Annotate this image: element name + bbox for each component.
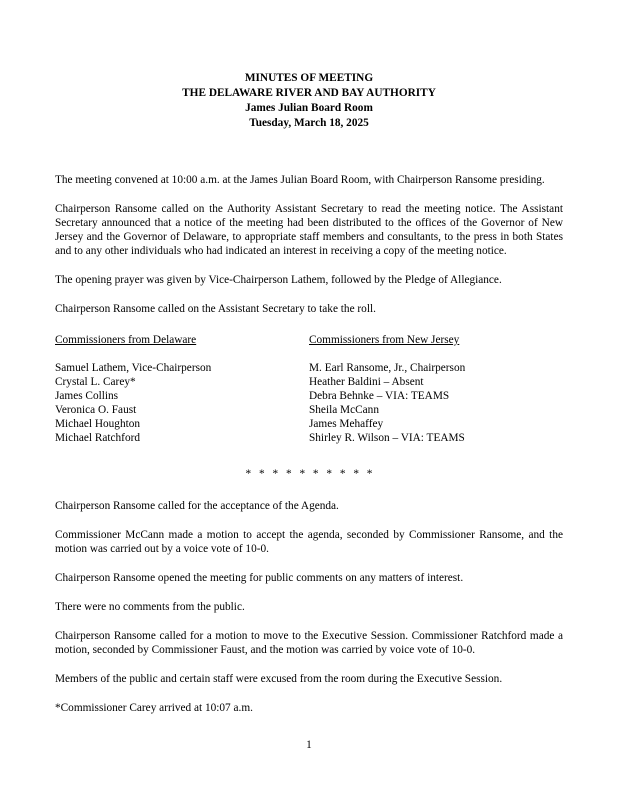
delaware-member: Samuel Lathem, Vice-Chairperson — [55, 362, 212, 374]
new-jersey-list — [309, 361, 559, 445]
new-jersey-member: James Mehaffey — [309, 418, 384, 430]
paragraph-excused: Members of the public and certain staff were excused from the room during the Executive Session. — [55, 673, 503, 685]
section-separator: * * * * * * * * * * — [245, 468, 373, 480]
delaware-list — [55, 361, 305, 445]
new-jersey-member: Heather Baldini – Absent — [309, 376, 424, 388]
new-jersey-member: Sheila McCann — [309, 404, 379, 416]
new-jersey-column — [309, 333, 559, 445]
delaware-member: Crystal L. Carey* — [55, 376, 136, 388]
paragraph-agenda: Chairperson Ransome called for the acceptance of the Agenda. — [55, 500, 339, 512]
footnote: *Commissioner Carey arrived at 10:07 a.m. — [55, 702, 253, 714]
page-number: 1 — [306, 739, 312, 751]
delaware-column — [55, 333, 305, 445]
new-jersey-member: Shirley R. Wilson – VIA: TEAMS — [309, 432, 465, 444]
delaware-member: Michael Houghton — [55, 418, 141, 430]
paragraph-roll: Chairperson Ransome called on the Assistant Secretary to take the roll. — [55, 303, 376, 315]
new-jersey-member: Debra Behnke – VIA: TEAMS — [309, 390, 450, 402]
delaware-member: James Collins — [55, 390, 119, 402]
paragraph-no-comments: There were no comments from the public. — [55, 601, 245, 613]
new-jersey-heading: Commissioners from New Jersey — [309, 334, 460, 346]
delaware-heading: Commissioners from Delaware — [55, 334, 197, 346]
delaware-member: Michael Ratchford — [55, 432, 141, 444]
new-jersey-member: M. Earl Ransome, Jr., Chairperson — [309, 362, 466, 374]
commissioner-roll — [55, 333, 563, 453]
delaware-member: Veronica O. Faust — [55, 404, 137, 416]
header-organization: THE DELAWARE RIVER AND BAY AUTHORITY — [182, 87, 436, 99]
paragraph-public-comments: Chairperson Ransome opened the meeting for public comments on any matters of interest. — [55, 572, 464, 584]
paragraph-notice: Chairperson Ransome called on the Authority Assistant Secretary to read the meeting notice. The Assistant Secretary announced that a notice of the meeting had been distributed to the offices of the Governor of New Jersey and the Governor of Delaware, to appropriate staff members and consultants, to the press in both States and to any other individuals who had indicated an interest in receiving a copy of the meeting notice. — [55, 203, 563, 257]
document-header — [55, 71, 563, 131]
header-date: Tuesday, March 18, 2025 — [249, 117, 369, 129]
header-title: MINUTES OF MEETING — [244, 72, 374, 84]
paragraph-executive-session: Chairperson Ransome called for a motion to move to the Executive Session. Commissioner Ratchford made a motion, seconded by Commissioner Faust, and the motion was carried by voice vote of 10-0. — [55, 630, 563, 656]
document-page — [55, 71, 563, 715]
paragraph-prayer: The opening prayer was given by Vice-Chairperson Lathem, followed by the Pledge of Allegiance. — [55, 274, 502, 286]
paragraph-convened: The meeting convened at 10:00 a.m. at the James Julian Board Room, with Chairperson Ransome presiding. — [55, 174, 545, 186]
paragraph-motion-agenda: Commissioner McCann made a motion to accept the agenda, seconded by Commissioner Ransome, and the motion was carried out by a voice vote of 10-0. — [55, 529, 563, 555]
header-location: James Julian Board Room — [245, 102, 373, 114]
